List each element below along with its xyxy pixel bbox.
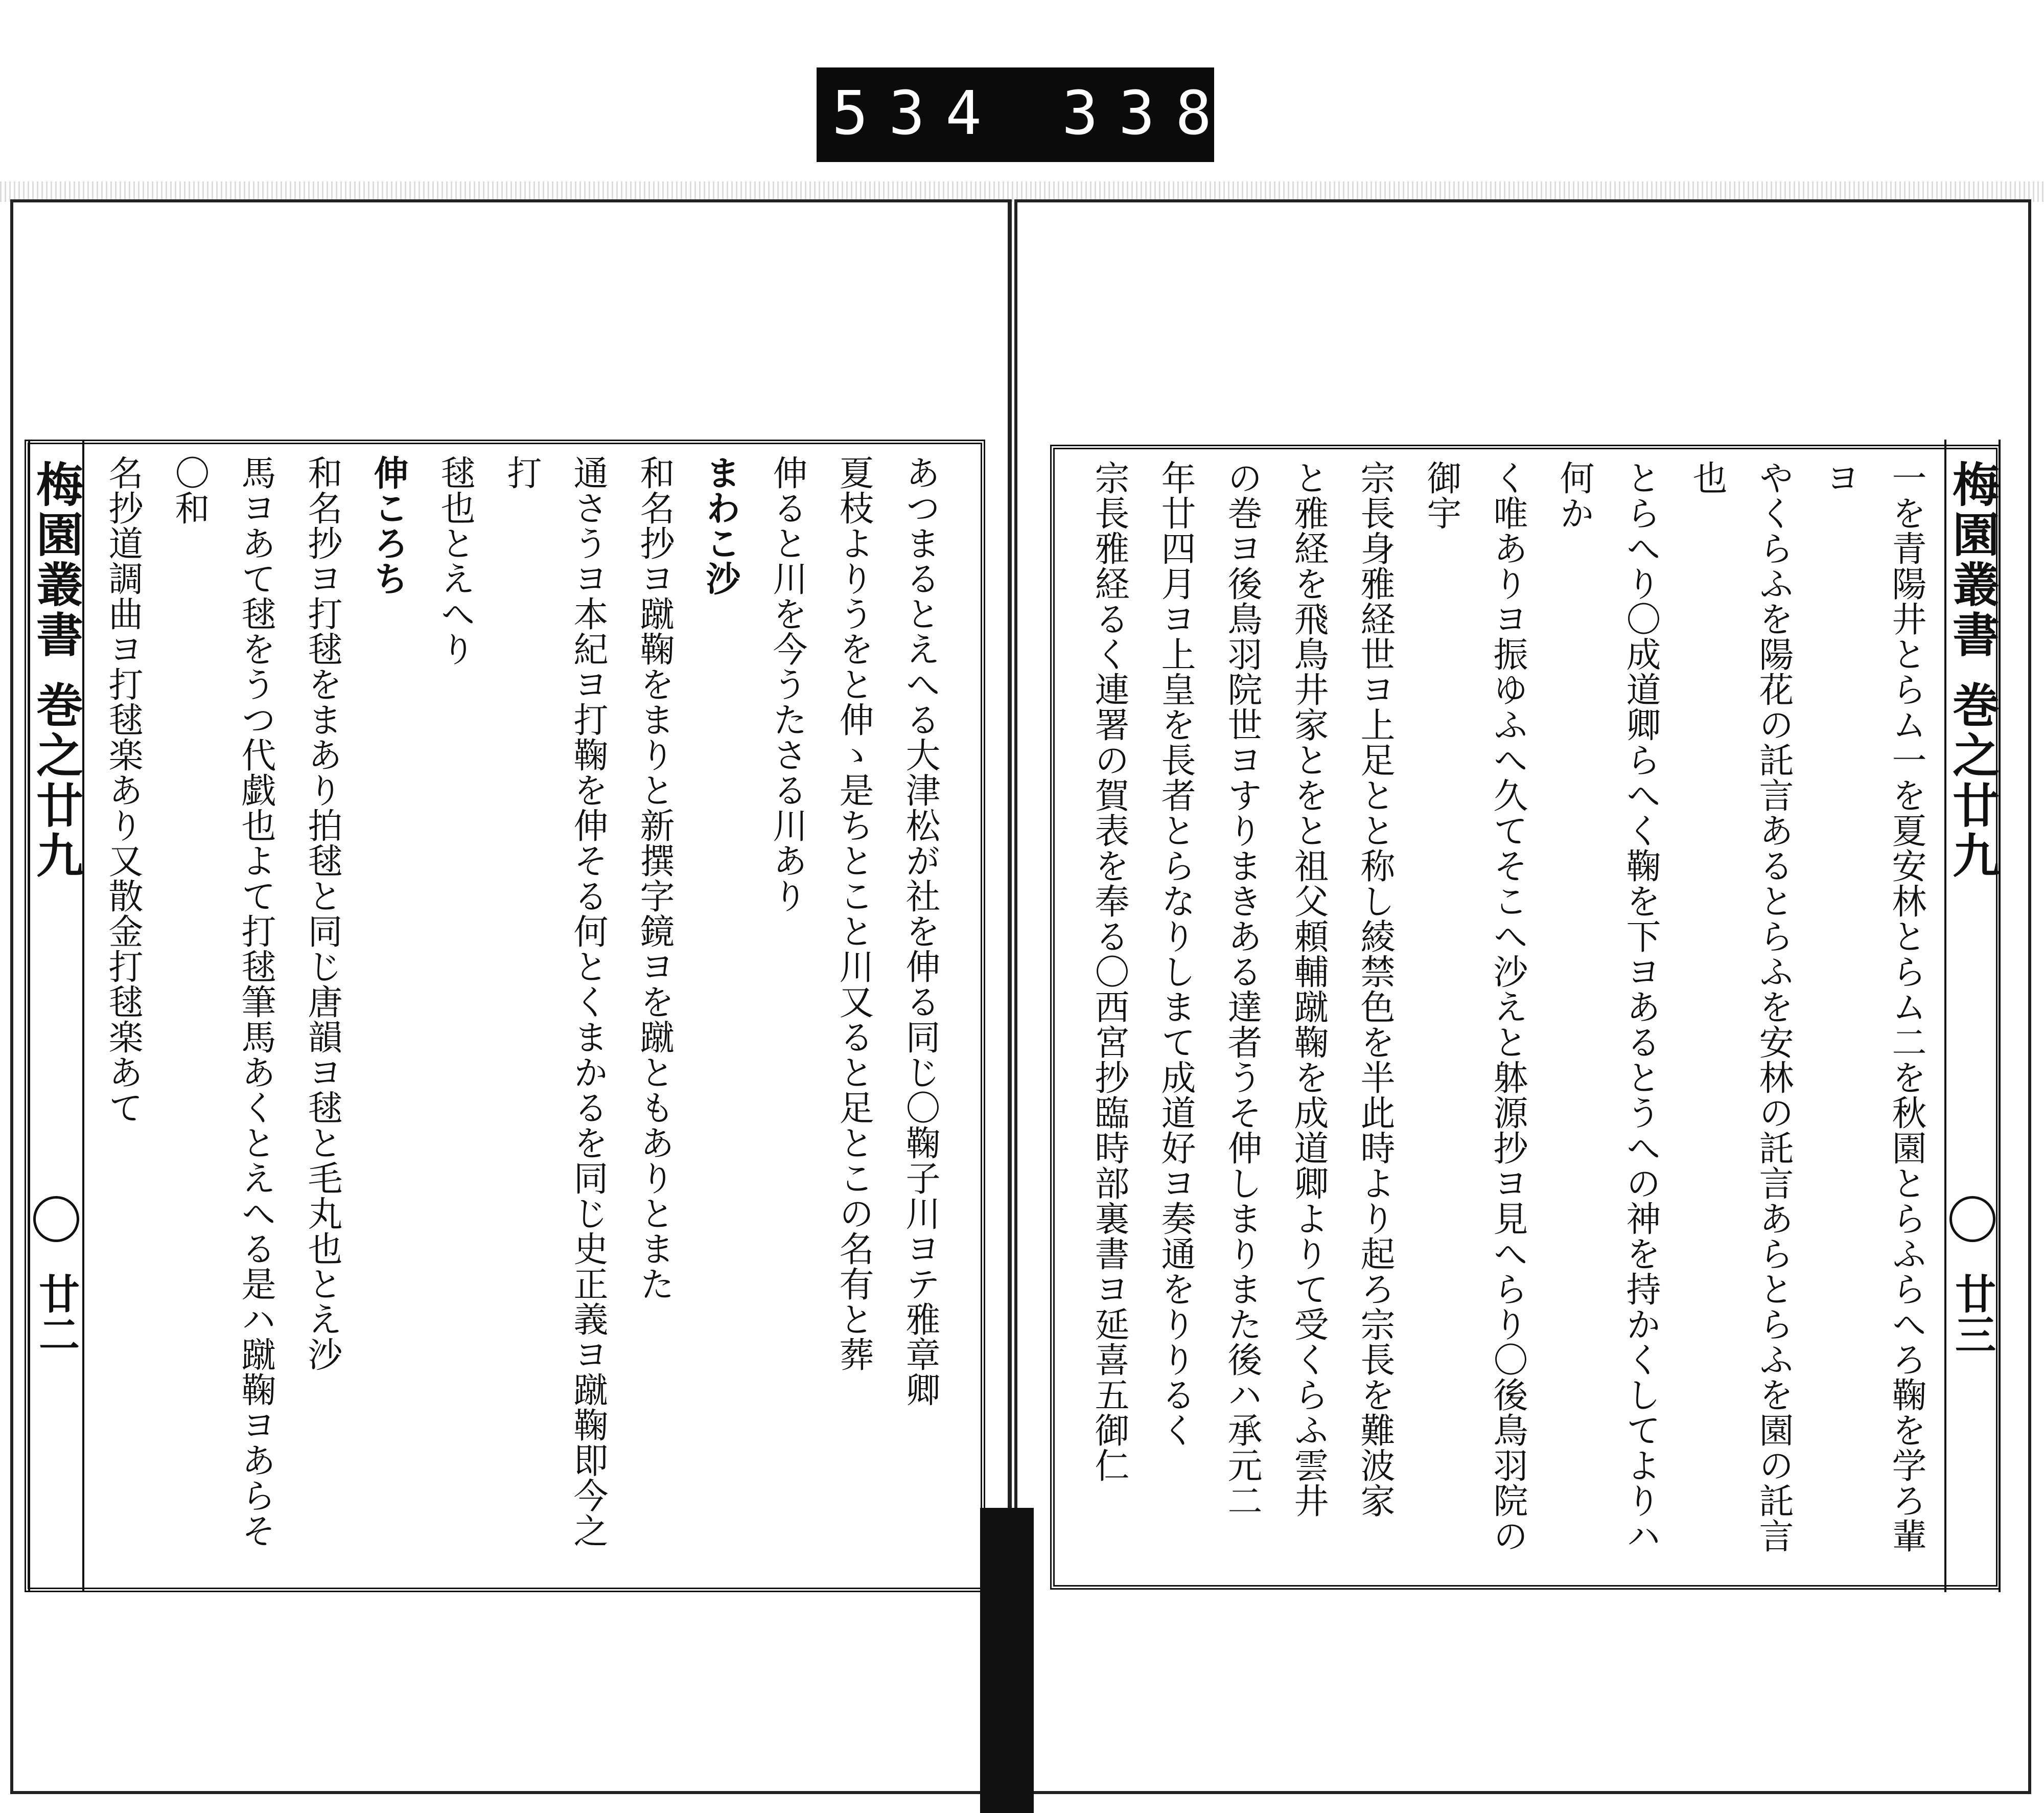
text-column: 夏枝よりうをと伸ゝ是ちとこと川又ると足とこの名有と葬	[833, 455, 874, 1372]
archive-number-right: 338.	[1062, 78, 1289, 148]
left-edge-volume: 巻之廿九	[29, 681, 84, 881]
text-column: 和名抄ヨ打毬をまあり拍毬と同じ唐韻ヨ毬と毛丸也とえ沙	[302, 455, 342, 1372]
left-folio-number: 廿二	[32, 1273, 80, 1355]
right-page-edge-strip	[1944, 440, 2001, 1592]
text-column: あつまるとえへる大津松が社を伸る同じ〇鞠子川ヨテ雅章卿	[900, 455, 940, 1407]
text-column: とらへり〇成道卿らへく鞠を下ヨあるとうへの神を持かくしてよりハ何か	[1554, 460, 1661, 1553]
text-column: 一を青陽井とらム一を夏安林とらム二を秋園とらふらへろ鞠を学ろ輩ヨ	[1820, 460, 1926, 1553]
text-column: 毬也とえへり	[435, 455, 475, 667]
right-edge-volume: 巻之廿九	[1945, 681, 2000, 881]
text-column: 通さうヨ本紀ヨ打鞠を伸そる何とくまかるを同じ史正義ヨ蹴鞠即今之打	[501, 455, 608, 1548]
text-column: 伸ると川を今うたさる川あり	[767, 455, 807, 913]
text-column: 宗長雅経るく連署の賀表を奉る〇西宮抄臨時部裏書ヨ延喜五御仁	[1089, 460, 1129, 1483]
left-page-text	[84, 455, 953, 1569]
text-column	[1071, 460, 1076, 1574]
section-heading	[84, 455, 89, 1569]
text-column: 年廿四月ヨ上皇を長者とらなりしまて成道好ヨ奏通をりりるく	[1155, 460, 1196, 1448]
right-edge-title: 梅園叢書	[1945, 460, 2000, 660]
left-edge-circle-mark	[33, 1196, 79, 1242]
text-column: 名抄道調曲ヨ打毬楽あり又散金打毬楽あて	[103, 455, 143, 1125]
text-column: 和名抄ヨ蹴鞠をまりと新撰字鏡ヨを蹴ともありとまた	[634, 455, 675, 1301]
text-column: やくらふを陽花の託言あるとらふを安林の託言あらとらふを園の託言也	[1687, 460, 1794, 1553]
text-column: 馬ヨあて毬をうつ代戯也よて打毬筆馬あくとえへる是ハ蹴鞠ヨあらそ〇和	[169, 455, 276, 1548]
text-column: の巻ヨ後鳥羽院世ヨすりまきある達者うそ伸しまりまた後ハ承元二	[1222, 460, 1262, 1518]
text-column: と雅経を飛鳥井家とをと祖父頼輔蹴鞠を成道卿よりて受くらふ雲井	[1288, 460, 1329, 1518]
archive-number-left: 534	[832, 78, 1003, 148]
section-heading: 伸ころち	[368, 455, 409, 596]
left-page-edge-strip	[28, 440, 84, 1592]
text-column: く唯ありヨ振ゆふへ久てそこへ沙えと躰源抄ヨ見へらり〇後鳥羽院の御宇	[1421, 460, 1528, 1553]
book-spine	[980, 1508, 1034, 1813]
section-heading: まわこ沙	[700, 455, 741, 596]
text-column: 宗長身雅経世ヨ上足とと称し綾禁色を半此時より起ろ宗長を難波家	[1355, 460, 1395, 1518]
right-page-text	[1071, 460, 1939, 1574]
right-edge-circle-mark	[1949, 1196, 1995, 1242]
right-folio-number: 廿三	[1948, 1273, 1996, 1355]
left-edge-title: 梅園叢書	[29, 460, 84, 660]
archive-label	[817, 67, 1289, 162]
book-top-edge	[0, 181, 2044, 202]
